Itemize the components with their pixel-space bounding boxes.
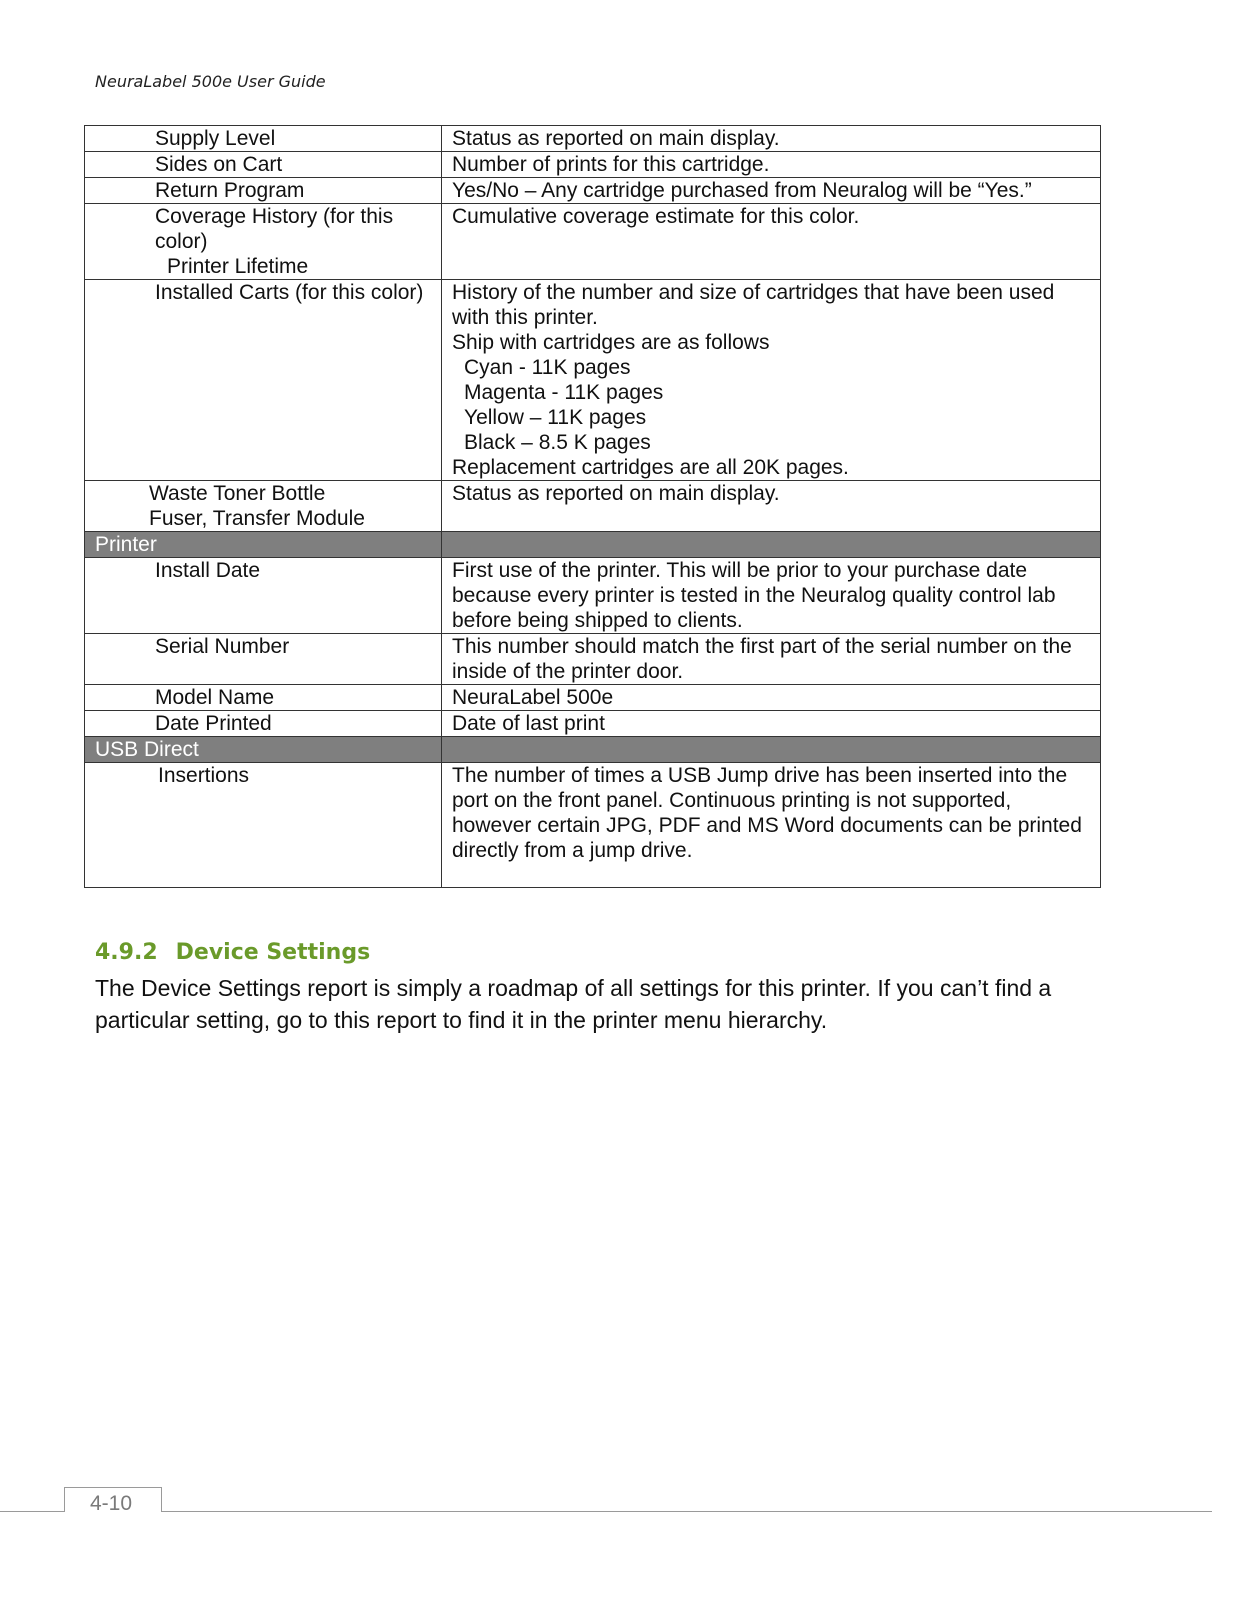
row-label: Date Printed [85,711,442,737]
row-description: Cumulative coverage estimate for this color. [442,204,1101,280]
row-description: This number should match the first part of the serial number on the inside of the printer door. [442,634,1101,685]
row-label: Install Date [85,558,442,634]
table-row [85,152,1101,178]
section-title: Printer [85,532,442,558]
section-row-printer [85,532,1101,558]
row-label-cell [85,204,442,280]
cartridge-black: Black – 8.5 K pages [464,431,651,454]
table-row [85,481,1101,532]
table-row [85,126,1101,152]
table-row [85,558,1101,634]
cartridge-yellow: Yellow – 11K pages [464,406,647,429]
printer-status-table [84,125,1101,888]
section-title: Device Settings [175,940,371,965]
footer-rule [0,1511,1212,1512]
table-row [85,178,1101,204]
row-description: The number of times a USB Jump drive has been inserted into the port on the front panel. Continuous printing is not supported, however certain JPG, PDF and MS Word documents can be printed directly from a jump drive. [442,763,1101,888]
row-label: Sides on Cart [85,152,442,178]
row-description: Yes/No – Any cartridge purchased from Neuralog will be “Yes.” [442,178,1101,204]
row-description: Date of last print [442,711,1101,737]
section-number: 4.9.2 [95,940,158,965]
description-line: History of the number and size of cartridges that have been used with this printer. [452,281,1055,329]
row-description: NeuraLabel 500e [442,685,1101,711]
running-header: NeuraLabel 500e User Guide [95,72,326,91]
row-label: Coverage History (for this color) [155,205,394,253]
row-label: Serial Number [85,634,442,685]
section-blank [442,532,1101,558]
section-title: USB Direct [85,737,442,763]
section-row-usb-direct [85,737,1101,763]
row-label: Installed Carts (for this color) [85,280,442,481]
cartridge-magenta: Magenta - 11K pages [464,381,664,404]
description-line: Replacement cartridges are all 20K pages. [452,456,849,479]
row-label: Fuser, Transfer Module [149,507,365,530]
row-description: Number of prints for this cartridge. [442,152,1101,178]
table-row [85,685,1101,711]
table-row [85,763,1101,888]
row-label: Waste Toner Bottle [149,482,326,505]
row-description-cell [442,280,1101,481]
section-paragraph: The Device Settings report is simply a roadmap of all settings for this printer. If you can’t find a particular setting, go to this report to find it in the printer menu hierarchy. [95,975,1052,1033]
description-line: Ship with cartridges are as follows [452,331,770,354]
row-label: Return Program [85,178,442,204]
row-sublabel: Printer Lifetime [167,255,309,278]
cartridge-cyan: Cyan - 11K pages [464,356,631,379]
row-description: Status as reported on main display. [442,481,1101,532]
row-label-cell [85,481,442,532]
table-row [85,204,1101,280]
row-label: Model Name [85,685,442,711]
row-description: First use of the printer. This will be prior to your purchase date because every printer is tested in the Neuralog quality control lab before being shipped to clients. [442,558,1101,634]
section-heading [95,940,370,965]
row-description: Status as reported on main display. [442,126,1101,152]
section-blank [442,737,1101,763]
table-row [85,634,1101,685]
row-label: Supply Level [85,126,442,152]
page-number: 4-10 [90,1492,133,1515]
table-row [85,711,1101,737]
row-label: Insertions [85,763,442,888]
table-row [85,280,1101,481]
